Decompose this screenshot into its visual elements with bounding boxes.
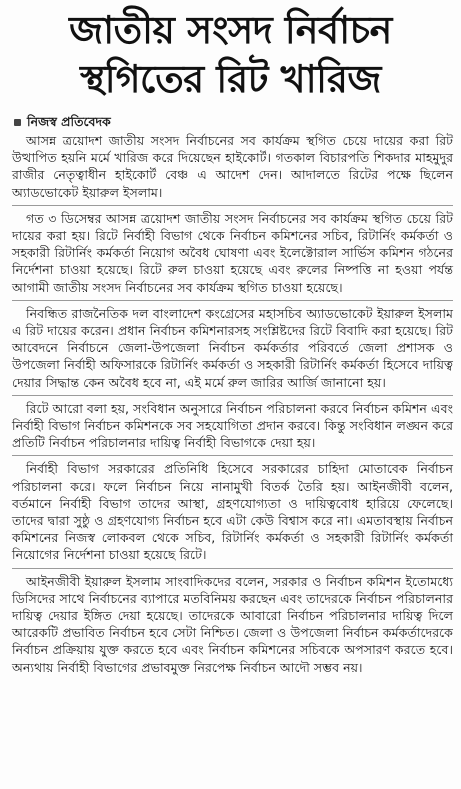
paragraph-4: রিটে আরো বলা হয়, সংবিধান অনুসারে নির্বাচন পরিচালনা করবে নির্বাচন কমিশন এবং নির্বাহী বিভাগ নির্বাচন কমিশনকে সব সহযোগিতা প্রদান করবে। কিন্তু সংবিধান লঙ্ঘন করে প্রতিটি নির্বাচন পরিচালনার দায়িত্ব নির্বাহী বিভাগকে দেয়া হয়। (12, 400, 453, 451)
paragraph-2: গত ৩ ডিসেম্বর আসন্ন ত্রয়োদশ জাতীয় সংসদ নির্বাচনের সব কার্যক্রম স্থগিত চেয়ে রিট দায়ের করা হয়। রিটে নির্বাহী বিভাগ থেকে নির্বাচন কমিশনের সচিব, রিটার্নিং কর্মকর্তা ও সহকারী রিটার্নিং কর্মকর্তা নিয়োগ অবৈধ ঘোষণা এবং ইলেক্টোরাল সার্ভিস কমিশন গঠনের নির্দেশনা চাওয়া হয়েছে। রিটে রুল চাওয়া হয়েছে এবং রুলের নিষ্পত্তি না হওয়া পর্যন্ত আগামী জাতীয় সংসদ নির্বাচনের সব কার্যক্রম স্থগিত চাওয়া হয়েছে। (12, 210, 453, 295)
paragraph-divider (12, 455, 453, 456)
paragraph-divider (12, 205, 453, 206)
paragraph-divider (12, 300, 453, 301)
article-body (0, 130, 461, 676)
paragraph-6: আইনজীবী ইয়ারুল ইসলাম সাংবাদিকদের বলেন, সরকার ও নির্বাচন কমিশন ইতোমধ্যে ডিসিদের সাথে নির্বাচনের ব্যাপারে মতবিনিময় করছেন এবং তাদেরকে নির্বাচন পরিচালনার দায়িত্ব দেয়ার ইঙ্গিত দেয়া হয়েছে। তাদেরকে আবারো নির্বাচন পরিচালনার দায়িত্ব দিলে আরেকটি প্রভাবিত নির্বাচন হবে সেটা নিশ্চিত। জেলা ও উপজেলা নির্বাচন কর্মকর্তাদেরকে নির্বাচন প্রক্রিয়ায় যুক্ত করতে হবে এবং নির্বাচন কমিশনের সচিবকে অপসারণ করতে হবে। অন্যথায় নির্বাহী বিভাগের প্রভাবমুক্ত নিরপেক্ষ নির্বাচন আদৌ সম্ভব নয়। (12, 573, 454, 675)
paragraph-divider (12, 568, 453, 569)
paragraph-3: নিবন্ধিত রাজনৈতিক দল বাংলাদেশ কংগ্রেসের মহাসচিব অ্যাডভোকেট ইয়ারুল ইসলাম এ রিট দায়ের করেন। প্রধান নির্বাচন কমিশনারসহ সংশ্লিষ্টদের রিটে বিবাদি করা হয়েছে। রিট আবেদনে নির্বাচনে জেলা-উপজেলা নির্বাচন কর্মকর্তার পরিবর্তে জেলা প্রশাসক ও উপজেলা নির্বাহী অফিসারকে রিটার্নিং কর্মকর্তা ও সহকারী রিটার্নিং কর্মকর্তা হিসেবে দায়িত্ব দেয়ার সিদ্ধান্ত কেন অবৈধ হবে না, এই মর্মে রুল জারির আর্জি জানানো হয়। (12, 305, 453, 390)
byline-text: নিজস্ব প্রতিবেদক (27, 114, 111, 129)
paragraph-1: আসন্ন ত্রয়োদশ জাতীয় সংসদ নির্বাচনের সব কার্যক্রম স্থগিত চেয়ে দায়ের করা রিট উত্থাপিত হয়নি মর্মে খারিজ করে দিয়েছেন হাইকোর্ট। গতকাল বিচারপতি শিকদার মাহমুদুর রাজীর নেতৃত্বাধীন হাইকোর্ট বেঞ্চ এ আদেশ দেন। আদালতে রিটের পক্ষে ছিলেন অ্যাডভোকেট ইয়ারুল ইসলাম। (12, 133, 453, 200)
paragraph-divider (12, 395, 453, 396)
byline-bullet-icon (14, 119, 21, 126)
byline (14, 114, 461, 130)
headline-line-2: স্থগিতের রিট খারিজ (80, 57, 381, 101)
paragraph-5: নির্বাহী বিভাগ সরকারের প্রতিনিধি হিসেবে সরকারের চাহিদা মোতাবেক নির্বাচন পরিচালনা করে। ফলে নির্বাচন নিয়ে নানামুখী বিতর্ক তৈরি হয়। আইনজীবী বলেন, বর্তমানে নির্বাহী বিভাগ তাদের আস্থা, গ্রহণযোগ্যতা ও দায়িত্ববোধ হারিয়ে ফেলেছে। তাদের দ্বারা সুষ্ঠু ও গ্রহণযোগ্য নির্বাচন হবে এটা কেউ বিশ্বাস করে না। এমতাবস্থায় নির্বাচন কমিশনের নিজস্ব লোকবল থেকে সচিব, রিটার্নিং কর্মকর্তা ও সহকারী রিটার্নিং কর্মকর্তা নিয়োগের নির্দেশনা চাওয়া হয়েছে রিটে। (12, 461, 453, 563)
headline-line-1: জাতীয় সংসদ নির্বাচন (69, 8, 392, 52)
article-headline (0, 6, 461, 104)
